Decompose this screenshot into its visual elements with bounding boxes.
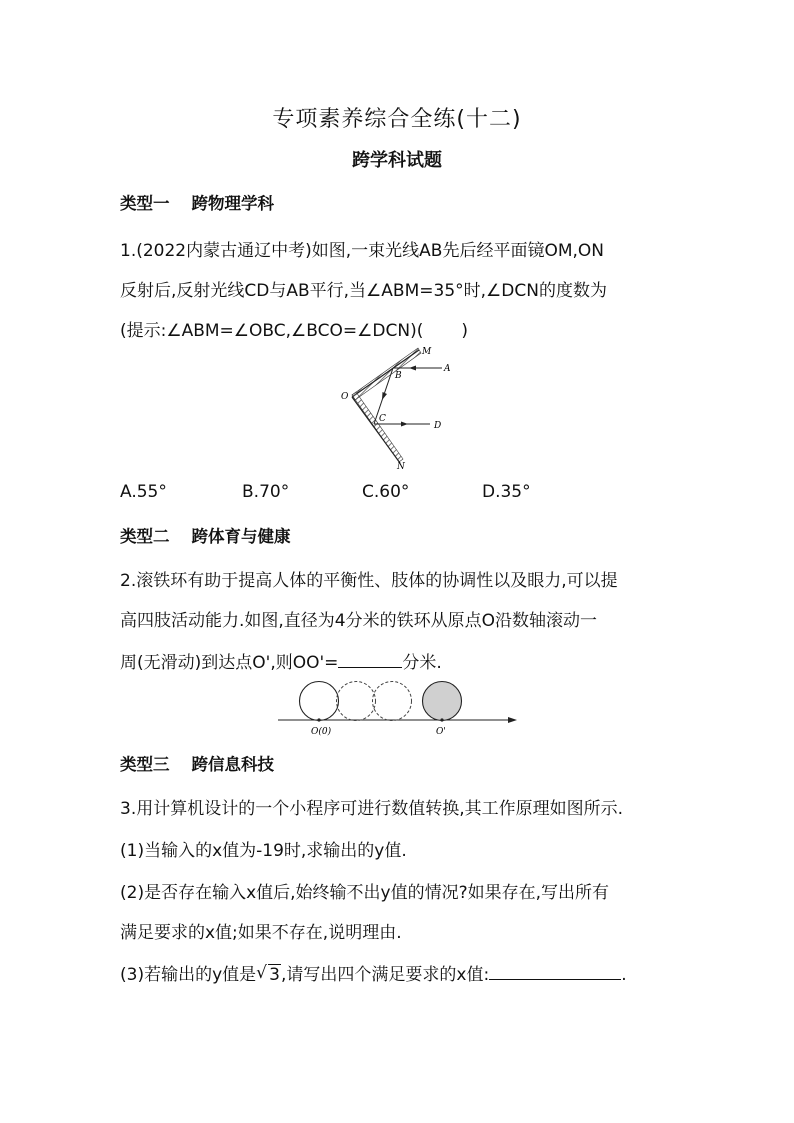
q1-text-line-3	[120, 316, 468, 341]
section-heading-3	[120, 751, 274, 775]
q1-hint: (提示:∠ABM=∠OBC,∠BCO=∠DCN)(	[120, 321, 424, 341]
point-origin	[317, 718, 320, 721]
label-n: N	[397, 462, 405, 472]
section-heading-1	[120, 190, 274, 214]
q3-part-3-prefix: (3)若输出的y值是	[120, 965, 257, 985]
q3-part-1: (1)当输入的x值为-19时,求输出的y值.	[120, 841, 407, 861]
q2-text-line-2: 高四肢活动能力.如图,直径为4分米的铁环从原点O沿数轴滚动一	[120, 611, 598, 631]
q3-part-2-line-1: (2)是否存在输入x值后,始终输不出y值的情况?如果存在,写出所有	[120, 883, 610, 903]
q2-text-line-3	[120, 648, 442, 673]
page-subtitle: 跨学科试题	[352, 150, 442, 171]
choice-d[interactable]: D.35°	[482, 482, 531, 502]
hoop-start	[300, 682, 339, 721]
page-title: 专项素养综合全练(十二)	[272, 107, 522, 132]
choice-c[interactable]: C.60°	[362, 482, 410, 502]
label-a: A	[444, 364, 451, 374]
q3-part-3-question: ,请写出四个满足要求的x值:	[280, 965, 490, 985]
q1-mirror-figure	[330, 340, 470, 475]
section-name: 跨物理学科	[191, 194, 274, 213]
label-d: D	[434, 421, 442, 431]
q3-answer-blank[interactable]	[489, 961, 621, 980]
section-name: 跨信息科技	[191, 755, 274, 774]
section-type-label: 类型二	[120, 527, 170, 546]
section-type-label: 类型三	[120, 755, 170, 774]
mirror-on	[352, 392, 403, 462]
q2-question: 周(无滑动)到达点O',则OO'=	[120, 653, 339, 673]
section-heading-2	[120, 523, 291, 547]
hoop-rolling-2	[373, 682, 412, 721]
hoop-rolling-1	[337, 682, 376, 721]
q2-unit: 分米.	[402, 653, 442, 673]
section-type-label: 类型一	[120, 194, 170, 213]
q2-answer-blank[interactable]	[338, 649, 402, 668]
point-end	[440, 718, 443, 721]
q2-text-line-1: 2.滚铁环有助于提高人体的平衡性、肢体的协调性以及眼力,可以提	[120, 571, 618, 591]
label-o: O	[341, 392, 349, 402]
q2-hoop-figure	[275, 676, 520, 738]
q1-text-line-2: 反射后,反射光线CD与AB平行,当∠ABM=35°时,∠DCN的度数为	[120, 281, 607, 301]
label-m: M	[422, 347, 432, 357]
hoop-end	[423, 682, 462, 721]
radicand: 3	[269, 965, 280, 985]
section-name: 跨体育与健康	[191, 527, 291, 546]
label-end: O'	[436, 727, 446, 737]
sqrt-expression	[256, 965, 281, 985]
q3-part-3-end: .	[621, 965, 627, 985]
choice-b[interactable]: B.70°	[242, 482, 290, 502]
q3-part-3	[120, 960, 627, 985]
q3-part-2-line-2: 满足要求的x值;如果不存在,说明理由.	[120, 923, 402, 943]
q1-close-paren: )	[461, 321, 468, 341]
label-origin: O(0)	[311, 727, 332, 737]
q1-text-line-1: 1.(2022内蒙古通辽中考)如图,一束光线AB先后经平面镜OM,ON	[120, 241, 604, 261]
choice-a[interactable]: A.55°	[120, 482, 167, 502]
radical-sign: √	[256, 963, 267, 983]
label-c: C	[379, 414, 386, 424]
q3-intro: 3.用计算机设计的一个小程序可进行数值转换,其工作原理如图所示.	[120, 799, 624, 819]
label-b: B	[395, 371, 402, 381]
